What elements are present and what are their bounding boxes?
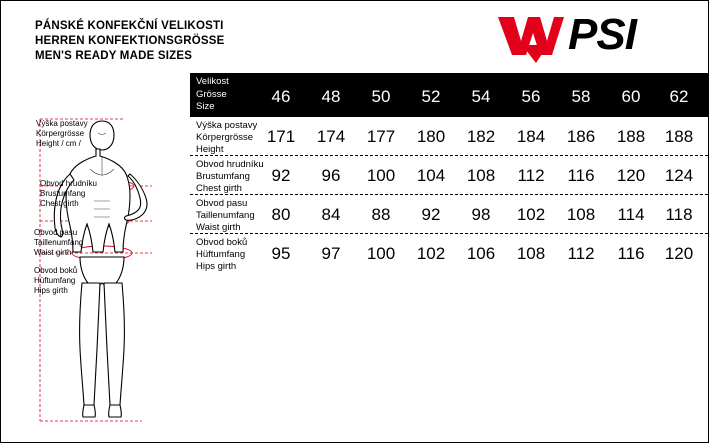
row-label-waist-en: Waist girth [196,222,241,233]
row-label-waist-cs: Obvod pasu [196,198,248,209]
row-label-waist [196,198,255,234]
cell-waist-62: 118 [665,205,693,224]
cell-hips-52: 102 [416,244,446,263]
figure-label-hips-de: Hüftumfang [34,276,76,285]
cell-chest-48: 96 [321,166,341,185]
size-header-56: 56 [521,87,541,106]
logo-text: PSI [568,10,636,59]
table-row [190,117,708,156]
measurement-figure [2,111,190,442]
size-header-46: 46 [271,87,291,106]
cell-hips-56: 108 [516,244,546,263]
figure-label-height-de: Körpergrösse [36,129,85,138]
row-label-hips-en: Hips girth [196,261,237,272]
figure-label-height-en: Height / cm / [36,139,81,148]
figure-label-chest-cs: Obvod hrudníku [40,179,97,188]
figure-label-waist-de: Taillenumfang [34,238,84,247]
row-label-waist-de: Taillenumfang [196,210,255,221]
cell-waist-46: 80 [271,205,291,224]
corner-line-de: Grösse [196,88,227,100]
size-table [190,73,708,274]
cell-hips-62: 120 [664,244,694,263]
cell-chest-60: 120 [616,166,646,185]
title-line-cs: PÁNSKÉ KONFEKČNÍ VELIKOSTI [35,20,224,32]
cell-height-54: 182 [466,127,496,146]
figure-label-chest-de: Brustumfang [40,189,86,198]
male-body-illustration [2,111,190,442]
row-label-hips [196,237,247,273]
psi-logo [496,10,686,63]
cell-height-52: 180 [416,127,446,146]
corner-line-cs: Velikost [196,76,229,87]
table-row [190,234,708,273]
cell-chest-52: 104 [416,166,446,185]
cell-height-46: 171 [266,127,296,146]
figure-label-waist-en: Waist girth [34,248,72,257]
row-label-hips-de: Hüftumfang [196,249,246,260]
size-header-52: 52 [421,87,441,106]
cell-waist-58: 108 [566,205,596,224]
cell-hips-50: 100 [366,244,396,263]
size-header-62: 62 [669,87,689,106]
figure-label-hips-cs: Obvod boků [34,266,78,275]
title-line-de: HERREN KONFEKTIONSGRÖSSE [35,35,225,47]
table-row [190,156,708,195]
row-label-height-de: Körpergrösse [196,132,254,143]
cell-hips-54: 106 [466,244,496,263]
figure-label-waist-cs: Obvod pasu [34,228,78,237]
cell-waist-54: 98 [471,205,491,224]
figure-label-height-cs: Výška postavy [36,119,88,128]
row-label-chest [196,159,264,195]
w-mark-icon [496,15,566,68]
cell-height-50: 177 [366,127,396,146]
row-label-height-en: Height [196,144,224,155]
row-label-chest-en: Chest girth [196,183,242,194]
page-title [35,19,224,64]
table-header-row [190,73,708,117]
table-corner-header [196,76,229,114]
cell-hips-46: 95 [271,244,291,263]
corner-line-en: Size [196,101,215,112]
cell-hips-58: 112 [567,244,595,263]
cell-chest-46: 92 [271,166,291,185]
row-label-height [196,120,257,156]
cell-waist-60: 114 [617,205,645,224]
cell-chest-62: 124 [664,166,694,185]
cell-waist-52: 92 [421,205,441,224]
cell-chest-56: 112 [517,166,545,185]
size-header-58: 58 [571,87,591,106]
row-label-chest-cs: Obvod hrudníku [196,159,264,170]
title-line-en: MEN'S READY MADE SIZES [35,50,193,62]
cell-waist-48: 84 [321,205,341,224]
size-header-50: 50 [371,87,391,106]
cell-waist-56: 102 [516,205,546,224]
row-label-height-cs: Výška postavy [196,120,258,131]
size-header-48: 48 [321,87,341,106]
cell-height-60: 188 [616,127,646,146]
page-header [1,1,708,73]
cell-height-58: 186 [566,127,596,146]
cell-hips-48: 97 [321,244,341,263]
row-label-chest-de: Brustumfang [196,171,250,182]
size-header-54: 54 [471,87,491,106]
cell-height-56: 184 [516,127,546,146]
figure-label-chest-en: Chest girth [40,199,79,208]
cell-waist-50: 88 [371,205,391,224]
cell-chest-58: 116 [567,166,595,185]
figure-label-hips-en: Hips girth [34,286,68,295]
cell-chest-50: 100 [366,166,396,185]
cell-chest-54: 108 [466,166,496,185]
table-row [190,195,708,234]
size-header-60: 60 [621,87,641,106]
cell-height-48: 174 [316,127,346,146]
cell-hips-60: 116 [617,244,645,263]
cell-height-62: 188 [664,127,694,146]
row-label-hips-cs: Obvod boků [196,237,248,248]
